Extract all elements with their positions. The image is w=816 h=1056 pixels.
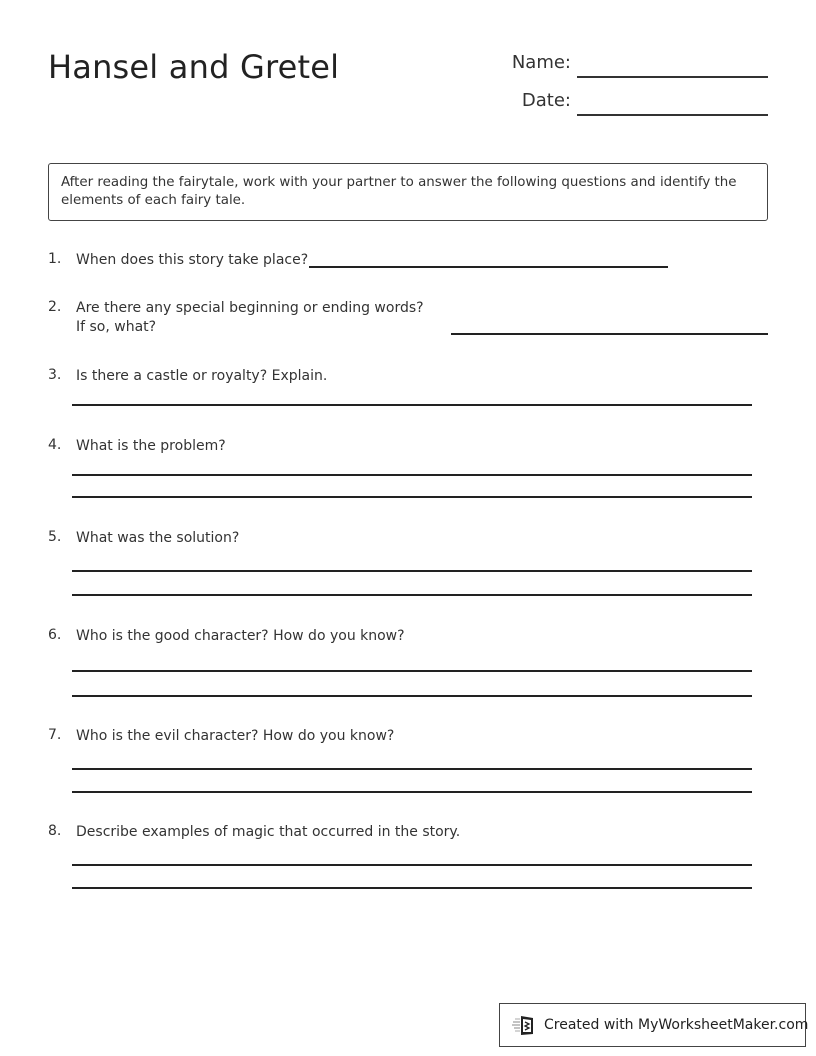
question-text: What is the problem? xyxy=(76,438,226,454)
question-number: 8. xyxy=(48,823,62,839)
answer-line[interactable] xyxy=(72,695,752,697)
worksheet-title: Hansel and Gretel xyxy=(48,48,340,86)
question-text: What was the solution? xyxy=(76,530,240,546)
answer-line[interactable] xyxy=(309,266,668,268)
instructions-box xyxy=(48,163,768,221)
question-text: When does this story take place? xyxy=(76,252,309,268)
answer-line[interactable] xyxy=(451,333,768,335)
answer-line[interactable] xyxy=(72,474,752,476)
question-text: Who is the evil character? How do you know? xyxy=(76,728,395,744)
question-number: 6. xyxy=(48,627,62,643)
question-text: Is there a castle or royalty? Explain. xyxy=(76,368,328,384)
date-field-line[interactable] xyxy=(577,114,768,116)
answer-line[interactable] xyxy=(72,594,752,596)
question-number: 5. xyxy=(48,529,62,545)
question-number: 7. xyxy=(48,727,62,743)
footer-credit[interactable] xyxy=(499,1003,809,1047)
answer-line[interactable] xyxy=(72,887,752,889)
answer-line[interactable] xyxy=(72,768,752,770)
answer-line[interactable] xyxy=(72,670,752,672)
question-number: 1. xyxy=(48,251,62,267)
question-text: Are there any special beginning or ending words? If so, what? xyxy=(76,300,424,335)
date-label: Date: xyxy=(521,90,571,111)
answer-line[interactable] xyxy=(72,404,752,406)
answer-line[interactable] xyxy=(72,496,752,498)
question-text: Who is the good character? How do you know? xyxy=(76,628,405,644)
instructions-text: After reading the fairytale, work with your partner to answer the following questions and identify the elements of each fairy tale. xyxy=(61,175,737,208)
question-text: Describe examples of magic that occurred in the story. xyxy=(76,824,461,840)
worksheet-maker-logo-icon xyxy=(512,1014,536,1036)
question-number: 2. xyxy=(48,299,62,315)
footer-credit-text: Created with MyWorksheetMaker.com xyxy=(544,1017,809,1033)
question-number: 4. xyxy=(48,437,62,453)
question-number: 3. xyxy=(48,367,62,383)
answer-line[interactable] xyxy=(72,864,752,866)
answer-line[interactable] xyxy=(72,570,752,572)
answer-line[interactable] xyxy=(72,791,752,793)
name-field-line[interactable] xyxy=(577,76,768,78)
name-label: Name: xyxy=(511,52,571,73)
